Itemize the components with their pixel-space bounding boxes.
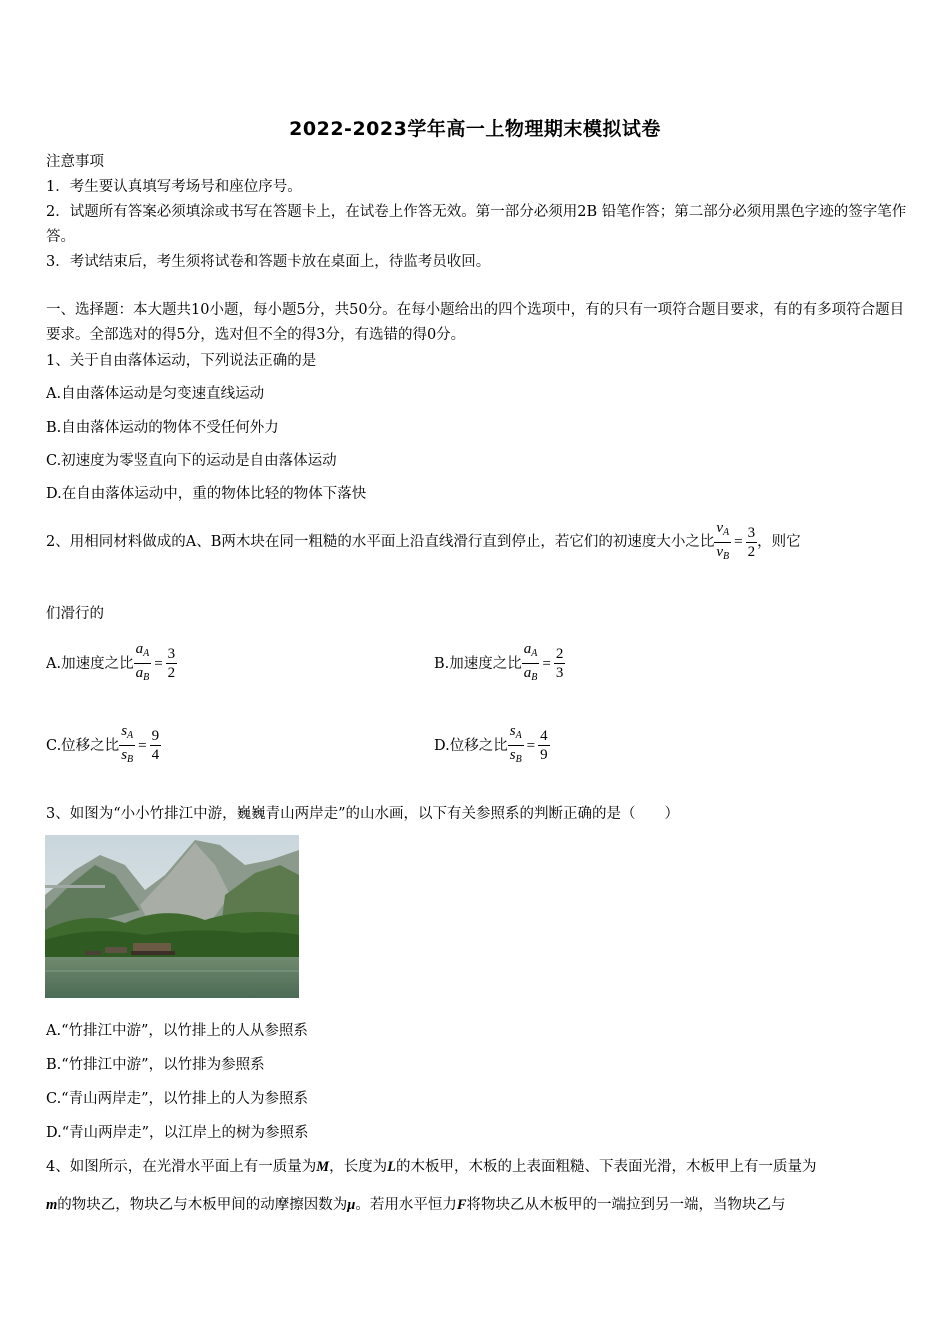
q2-stem-after: ，则它 <box>757 534 801 550</box>
notice-item-3: 3．考试结束后，考生须将试卷和答题卡放在桌面上，待监考员收回。 <box>46 254 491 270</box>
q2-velocity-ratio: $\frac{v_A}{v_B}$ = $\frac{3}{2}$ <box>716 519 756 562</box>
q2-option-d: D.位移之比 $\frac{s_A}{s_B}$ = $\frac{4}{9}$ <box>434 723 548 765</box>
q2-stem <box>46 520 908 564</box>
q3-option-c: C.“青山两岸走”，以竹排上的人为参照系 <box>46 1091 309 1107</box>
q2-stem-cont: 们滑行的 <box>46 606 104 622</box>
q3-stem: 3、如图为“小小竹排江中游，巍巍青山两岸走”的山水画，以下有关参照系的判断正确的是（ ） <box>46 806 680 822</box>
notice-item-1: 1．考生要认真填写考场号和座位序号。 <box>46 179 302 195</box>
exam-title: 2022-2023学年高一上物理期末模拟试卷 <box>289 118 661 140</box>
q1-option-c: C.初速度为零竖直向下的运动是自由落体运动 <box>46 453 337 469</box>
q2-option-c: C.位移之比 $\frac{s_A}{s_B}$ = $\frac{9}{4}$ <box>46 723 160 765</box>
q4-line-1: 4、如图所示，在光滑水平面上有一质量为M，长度为L的木板甲，木板的上表面粗糙、下表面光滑，木板甲上有一质量为 <box>46 1159 817 1175</box>
notice-heading: 注意事项 <box>46 154 104 170</box>
q2-option-b: B.加速度之比 $\frac{a_A}{a_B}$ = $\frac{2}{3}$ <box>434 641 564 683</box>
q1-option-a: A.自由落体运动是匀变速直线运动 <box>46 386 265 402</box>
q3-option-a: A.“竹排江中游”，以竹排上的人从参照系 <box>46 1023 308 1039</box>
q3-option-d: D.“青山两岸走”，以江岸上的树为参照系 <box>46 1125 309 1141</box>
notice-item-2: 2．试题所有答案必须填涂或书写在答题卡上，在试卷上作答无效。第一部分必须用2B 铅笔作答；第二部分必须用黑色字迹的签字笔作答。 <box>46 204 907 245</box>
q3-option-b: B.“竹排江中游”，以竹排为参照系 <box>46 1057 265 1073</box>
q1-stem: 1、关于自由落体运动，下列说法正确的是 <box>46 353 317 369</box>
q2-option-a: A.加速度之比 $\frac{a_A}{a_B}$ = $\frac{3}{2}$ <box>46 641 176 683</box>
q4-line-2: m的物块乙，物块乙与木板甲间的动摩擦因数为μ。若用水平恒力F将物块乙从木板甲的一端拉到另一端，当物块乙与 <box>46 1197 786 1213</box>
q2-stem-before: 2、用相同材料做成的A、B两木块在同一粗糙的水平面上沿直线滑行直到停止，若它们的初速度大小之比 <box>46 534 715 550</box>
landscape-photo <box>45 835 299 998</box>
q1-option-d: D.在自由落体运动中，重的物体比轻的物体下落快 <box>46 486 367 502</box>
q1-option-b: B.自由落体运动的物体不受任何外力 <box>46 420 279 436</box>
section-intro: 一、选择题：本大题共10小题，每小题5分，共50分。在每小题给出的四个选项中，有的只有一项符合题目要求，有的有多项符合题目要求。全部选对的得5分，选对但不全的得3分，有选错的得0分。 <box>46 302 905 343</box>
